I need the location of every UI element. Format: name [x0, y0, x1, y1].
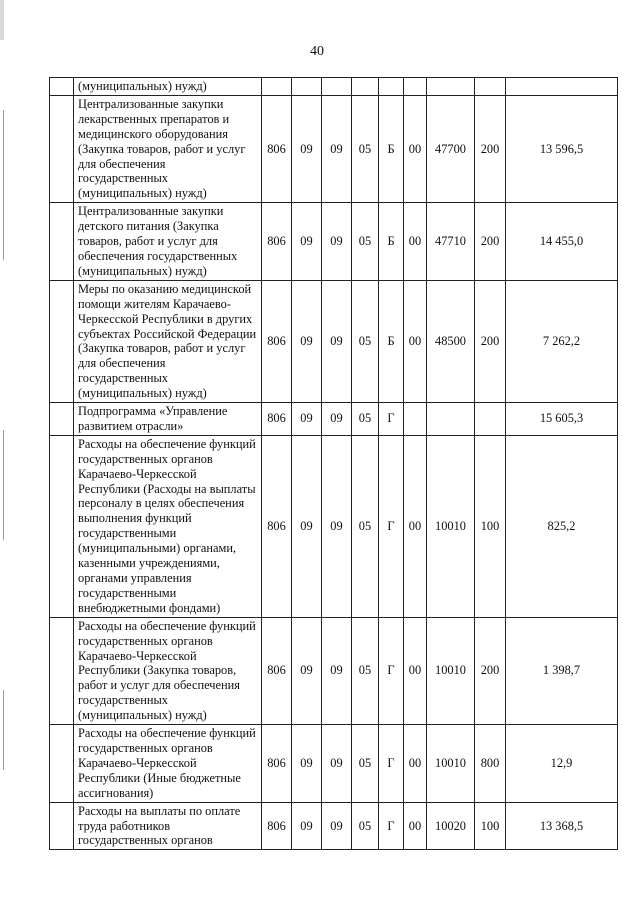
section-code-cell: 09: [292, 725, 322, 803]
expense-name-cell: Централизованные закупки лекарственных препаратов и медицинского оборудования (Закупка товаров, работ и услуг для обеспечения государственных (муниципальных) нужд): [74, 95, 262, 202]
subsection-code-cell: 09: [322, 617, 352, 724]
row-number-cell: [50, 802, 74, 850]
item-code-cell: [427, 78, 475, 96]
direction-code-cell: 00: [404, 95, 427, 202]
program-code-cell: 05: [352, 203, 379, 281]
subprogram-code-cell: Б: [379, 95, 404, 202]
subprogram-code-cell: Г: [379, 617, 404, 724]
expense-type-code-cell: 200: [475, 203, 506, 281]
section-code-cell: 09: [292, 280, 322, 402]
expense-name-cell: Расходы на выплаты по оплате труда работников государственных органов: [74, 802, 262, 850]
amount-cell: 12,9: [506, 725, 618, 803]
table-row: [50, 78, 618, 96]
item-code-cell: 48500: [427, 280, 475, 402]
expense-name-cell: Расходы на обеспечение функций государственных органов Карачаево-Черкесской Республики (Иные бюджетные ассигнования): [74, 725, 262, 803]
row-number-cell: [50, 617, 74, 724]
amount-cell: 1 398,7: [506, 617, 618, 724]
subsection-code-cell: 09: [322, 725, 352, 803]
expense-name-cell: Меры по оказанию медицинской помощи жителям Карачаево-Черкесской Республики в других субъектах Российской Федерации (Закупка товаров, работ и услуг для обеспечения государственных (муниципальных) нужд): [74, 280, 262, 402]
program-code-cell: 05: [352, 403, 379, 436]
amount-cell: 14 455,0: [506, 203, 618, 281]
table-row: [50, 802, 618, 850]
page-number: 40: [310, 44, 324, 59]
ministry-code-cell: 806: [262, 403, 292, 436]
table-row: [50, 203, 618, 281]
item-code-cell: 47700: [427, 95, 475, 202]
section-code-cell: 09: [292, 203, 322, 281]
scan-edge-mark: [3, 690, 4, 770]
row-number-cell: [50, 725, 74, 803]
table-body: [50, 78, 618, 850]
table-row: [50, 617, 618, 724]
amount-cell: [506, 78, 618, 96]
table-row: [50, 435, 618, 617]
expense-name-cell: Централизованные закупки детского питания (Закупка товаров, работ и услуг для обеспечения государственных (муниципальных) нужд): [74, 203, 262, 281]
program-code-cell: [352, 78, 379, 96]
direction-code-cell: 00: [404, 802, 427, 850]
amount-cell: 7 262,2: [506, 280, 618, 402]
budget-table: [49, 77, 618, 850]
ministry-code-cell: 806: [262, 802, 292, 850]
program-code-cell: 05: [352, 95, 379, 202]
row-number-cell: [50, 403, 74, 436]
subsection-code-cell: 09: [322, 203, 352, 281]
direction-code-cell: 00: [404, 435, 427, 617]
ministry-code-cell: 806: [262, 95, 292, 202]
expense-type-code-cell: [475, 403, 506, 436]
expense-name-cell: Расходы на обеспечение функций государственных органов Карачаево-Черкесской Республики (Закупка товаров, работ и услуг для обеспечения государственных (муниципальных) нужд): [74, 617, 262, 724]
expense-name-cell: (муниципальных) нужд): [74, 78, 262, 96]
subprogram-code-cell: [379, 78, 404, 96]
direction-code-cell: 00: [404, 617, 427, 724]
table-row: [50, 403, 618, 436]
amount-cell: 13 368,5: [506, 802, 618, 850]
item-code-cell: [427, 403, 475, 436]
ministry-code-cell: 806: [262, 203, 292, 281]
expense-type-code-cell: 200: [475, 617, 506, 724]
program-code-cell: 05: [352, 802, 379, 850]
direction-code-cell: 00: [404, 280, 427, 402]
subsection-code-cell: 09: [322, 95, 352, 202]
ministry-code-cell: 806: [262, 725, 292, 803]
expense-type-code-cell: [475, 78, 506, 96]
item-code-cell: 10010: [427, 725, 475, 803]
direction-code-cell: 00: [404, 725, 427, 803]
item-code-cell: 10020: [427, 802, 475, 850]
amount-cell: 15 605,3: [506, 403, 618, 436]
row-number-cell: [50, 95, 74, 202]
row-number-cell: [50, 78, 74, 96]
section-code-cell: 09: [292, 617, 322, 724]
subprogram-code-cell: Г: [379, 725, 404, 803]
subsection-code-cell: [322, 78, 352, 96]
subprogram-code-cell: Г: [379, 403, 404, 436]
amount-cell: 13 596,5: [506, 95, 618, 202]
direction-code-cell: 00: [404, 203, 427, 281]
table-row: [50, 280, 618, 402]
subsection-code-cell: 09: [322, 280, 352, 402]
expense-type-code-cell: 800: [475, 725, 506, 803]
item-code-cell: 10010: [427, 435, 475, 617]
row-number-cell: [50, 203, 74, 281]
section-code-cell: 09: [292, 95, 322, 202]
expense-type-code-cell: 100: [475, 435, 506, 617]
subsection-code-cell: 09: [322, 802, 352, 850]
ministry-code-cell: 806: [262, 435, 292, 617]
section-code-cell: [292, 78, 322, 96]
scan-edge-mark: [3, 430, 4, 540]
ministry-code-cell: 806: [262, 617, 292, 724]
section-code-cell: 09: [292, 403, 322, 436]
scan-edge-mark: [3, 110, 4, 260]
subprogram-code-cell: Г: [379, 802, 404, 850]
subprogram-code-cell: Б: [379, 280, 404, 402]
expense-type-code-cell: 200: [475, 95, 506, 202]
program-code-cell: 05: [352, 435, 379, 617]
expense-name-cell: Расходы на обеспечение функций государственных органов Карачаево-Черкесской Республики (Расходы на выплаты персоналу в целях обеспечения выполнения функций государственными (муниципальными) органами, казенными учреждениями, органами управления государственными внебюджетными фондами): [74, 435, 262, 617]
item-code-cell: 10010: [427, 617, 475, 724]
item-code-cell: 47710: [427, 203, 475, 281]
amount-cell: 825,2: [506, 435, 618, 617]
subprogram-code-cell: Б: [379, 203, 404, 281]
subsection-code-cell: 09: [322, 403, 352, 436]
ministry-code-cell: 806: [262, 280, 292, 402]
program-code-cell: 05: [352, 280, 379, 402]
program-code-cell: 05: [352, 725, 379, 803]
section-code-cell: 09: [292, 435, 322, 617]
direction-code-cell: [404, 78, 427, 96]
table-row: [50, 725, 618, 803]
program-code-cell: 05: [352, 617, 379, 724]
expense-type-code-cell: 100: [475, 802, 506, 850]
expense-name-cell: Подпрограмма «Управление развитием отрасли»: [74, 403, 262, 436]
expense-type-code-cell: 200: [475, 280, 506, 402]
ministry-code-cell: [262, 78, 292, 96]
row-number-cell: [50, 435, 74, 617]
section-code-cell: 09: [292, 802, 322, 850]
subprogram-code-cell: Г: [379, 435, 404, 617]
subsection-code-cell: 09: [322, 435, 352, 617]
scan-edge-shadow: [0, 0, 4, 40]
direction-code-cell: [404, 403, 427, 436]
row-number-cell: [50, 280, 74, 402]
table-row: [50, 95, 618, 202]
